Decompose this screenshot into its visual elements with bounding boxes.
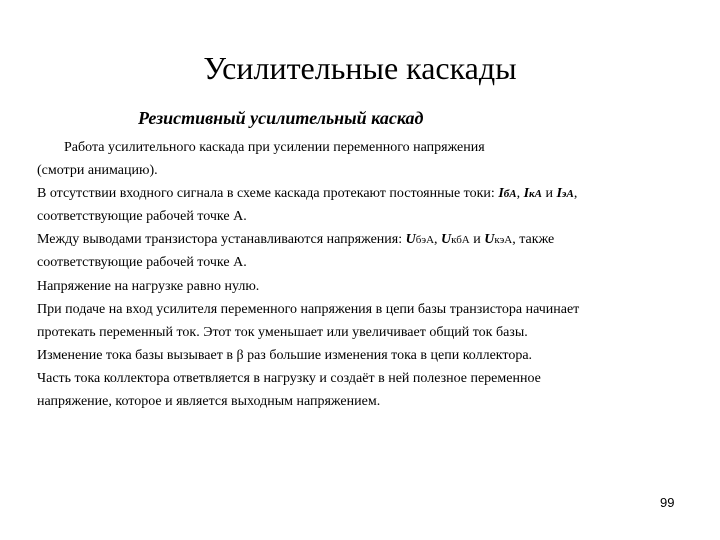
current-ik-subscript: кA <box>529 188 542 201</box>
text-line-2: (смотри анимацию). <box>37 163 158 179</box>
voltage-ube-subscript: бэA <box>415 234 435 247</box>
text-line-3 <box>37 182 697 205</box>
line-end: , также <box>512 232 555 248</box>
separator: , <box>434 232 442 248</box>
line-end: , <box>573 186 578 202</box>
voltage-ube-symbol: U <box>405 232 416 248</box>
voltage-uke-symbol: U <box>484 232 495 248</box>
text-line-12: напряжение, которое и является выходным напряжением. <box>37 394 381 410</box>
text-line-1: Работа усилительного каскада при усилении переменного напряжения <box>64 140 485 155</box>
conjunction: и <box>469 232 485 248</box>
voltages-intro: Между выводами транзистора устанавливаются напряжения: <box>37 232 406 248</box>
current-ib-subscript: бA <box>503 188 517 201</box>
current-ie-symbol: I <box>556 186 562 202</box>
text-line-8: При подаче на вход усилителя переменного напряжения в цепи базы транзистора начинает <box>37 301 580 317</box>
separator: , <box>516 186 524 202</box>
text-line-11: Часть тока коллектора ответвляется в нагрузку и создаёт в ней полезное переменное <box>37 370 541 386</box>
text-line-9: протекать переменный ток. Этот ток уменьшает или увеличивает общий ток базы. <box>37 324 528 340</box>
currents-intro: В отсутствии входного сигнала в схеме каскада протекают постоянные токи: <box>37 186 499 202</box>
text-line-5 <box>37 228 697 251</box>
page-title: Усилительные каскады <box>203 50 517 86</box>
conjunction: и <box>541 186 557 202</box>
page-number: 99 <box>660 495 675 510</box>
voltage-ukb-symbol: U <box>441 232 452 248</box>
text-line-4: соответствующие рабочей точке А. <box>37 209 247 225</box>
voltage-uke-subscript: кэA <box>494 234 513 247</box>
section-subtitle: Резистивный усилительный каскад <box>138 108 424 128</box>
text-line-6: соответствующие рабочей точке А. <box>37 255 247 271</box>
current-ie-subscript: эA <box>561 188 574 201</box>
body-text <box>37 136 697 413</box>
text-line-7: Напряжение на нагрузке равно нулю. <box>37 278 260 294</box>
voltage-ukb-subscript: кбA <box>451 234 470 247</box>
current-ik-symbol: I <box>523 186 530 202</box>
current-ib-symbol: I <box>498 186 504 202</box>
text-line-10: Изменение тока базы вызывает в β раз большие изменения тока в цепи коллектора. <box>37 347 533 363</box>
